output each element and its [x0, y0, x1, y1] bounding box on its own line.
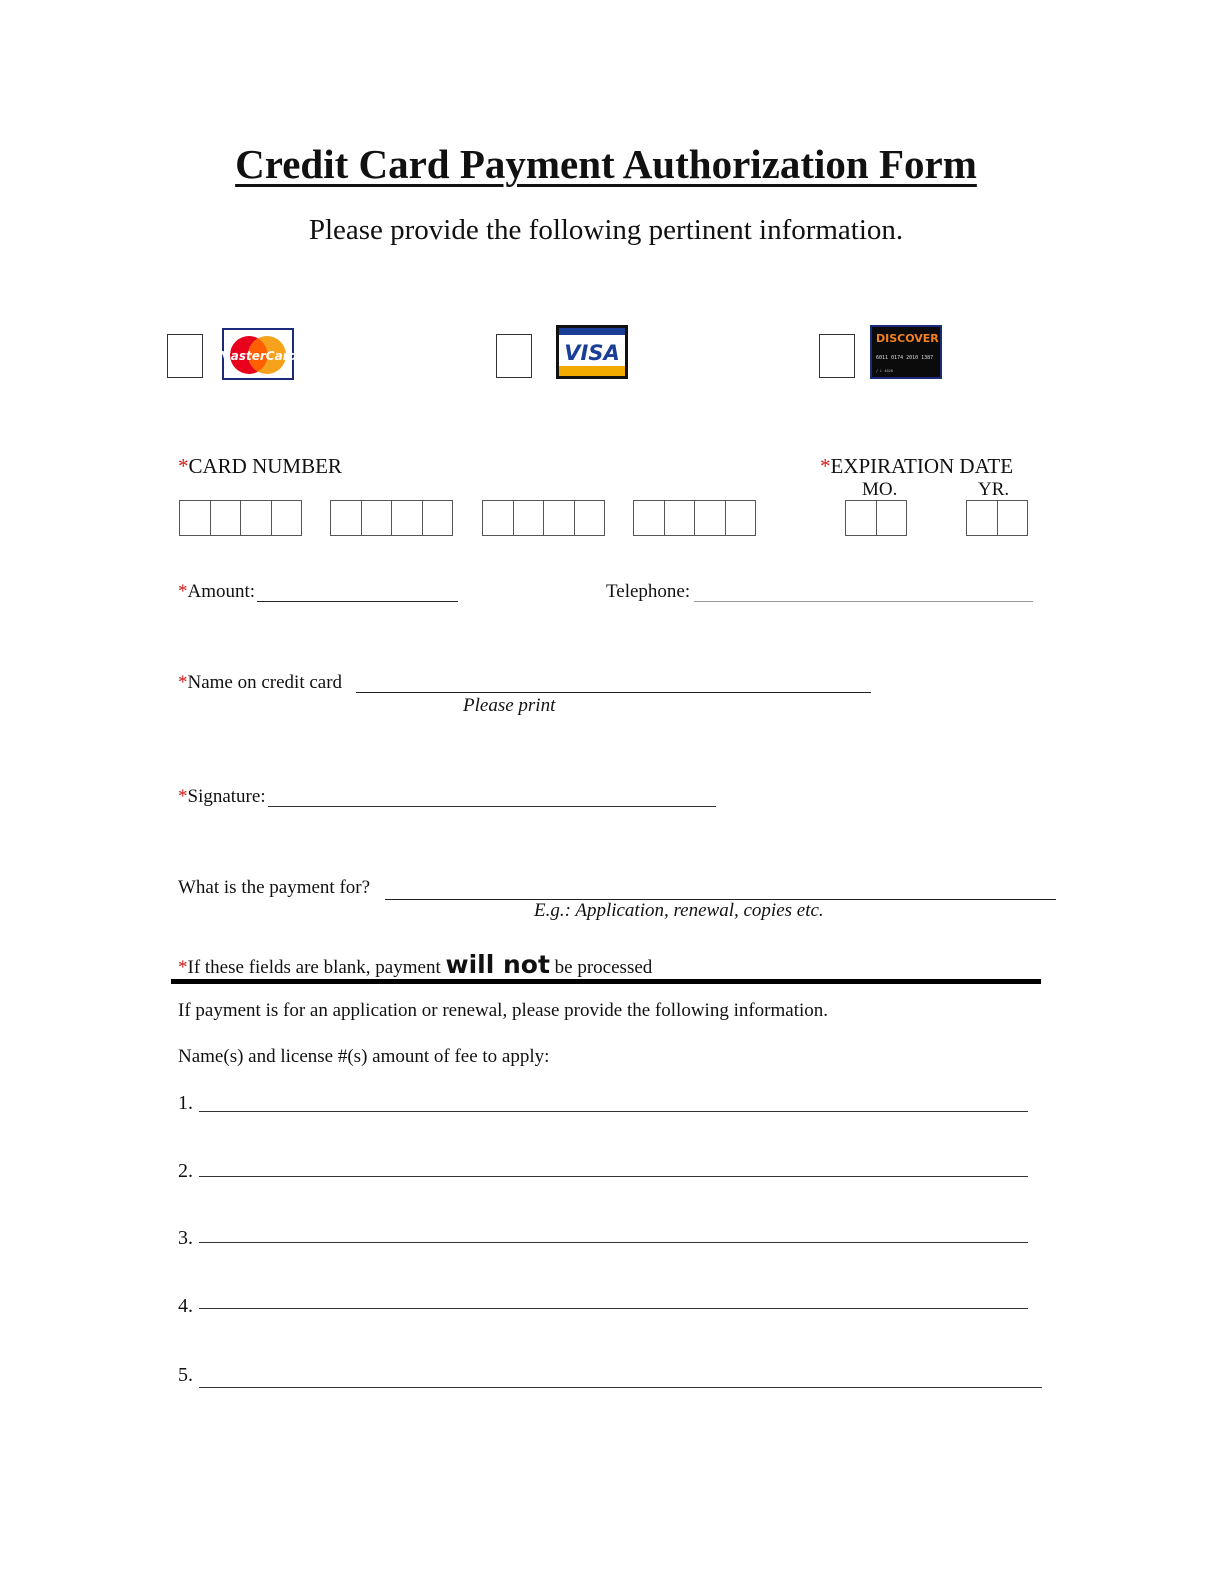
card-number-group-3[interactable] — [482, 500, 605, 536]
visa-logo-icon — [556, 325, 628, 379]
discover-card-number-text: 6011 0174 2010 1387 — [876, 355, 934, 361]
license-line-number-4: 4. — [178, 1295, 193, 1317]
signature-label — [178, 786, 266, 808]
expiration-year-label: YR. — [978, 479, 1010, 500]
section-divider — [171, 979, 1041, 984]
payment-for-label: What is the payment for? — [178, 877, 371, 898]
license-line-number-2: 2. — [178, 1160, 193, 1182]
name-on-card-label-text: Name on credit card — [187, 672, 343, 693]
license-line-5[interactable] — [199, 1387, 1042, 1388]
discover-logo-text: DISCOVER — [876, 332, 939, 345]
signature-field[interactable] — [268, 806, 716, 807]
license-line-2[interactable] — [199, 1176, 1028, 1177]
visa-logo-text: VISA — [564, 341, 620, 365]
warning-suffix: be processed — [554, 957, 653, 978]
card-number-label-text: CARD NUMBER — [188, 454, 342, 478]
amount-label-text: Amount: — [187, 581, 256, 602]
mastercard-logo-text: MasterCard — [218, 349, 298, 363]
mastercard-logo-icon — [218, 328, 298, 380]
visa-checkbox[interactable] — [496, 334, 532, 378]
telephone-label: Telephone: — [606, 581, 691, 602]
expiration-year-boxes[interactable] — [966, 500, 1028, 536]
form-title: Credit Card Payment Authorization Form — [235, 141, 977, 187]
required-mark: * — [820, 454, 831, 478]
required-mark: * — [178, 581, 188, 602]
warning-emphasis: will not — [445, 950, 550, 979]
required-mark: * — [178, 786, 188, 807]
expiration-date-label — [820, 454, 1013, 479]
name-on-card-label — [178, 672, 342, 694]
discover-checkbox[interactable] — [819, 334, 855, 378]
required-mark: * — [178, 454, 189, 478]
name-on-card-hint: Please print — [463, 695, 556, 716]
card-number-group-1[interactable] — [179, 500, 302, 536]
license-line-number-3: 3. — [178, 1227, 193, 1249]
expiration-date-label-text: EXPIRATION DATE — [830, 454, 1014, 478]
expiration-month-label: MO. — [862, 479, 898, 500]
license-label: Name(s) and license #(s) amount of fee to apply: — [178, 1046, 550, 1067]
amount-field[interactable] — [257, 601, 458, 602]
signature-label-text: Signature: — [187, 786, 266, 807]
telephone-field[interactable] — [694, 601, 1033, 602]
discover-card-small-text: / L 4020 — [876, 369, 893, 373]
warning-prefix: If these fields are blank, payment — [187, 957, 441, 978]
payment-for-hint: E.g.: Application, renewal, copies etc. — [534, 900, 824, 921]
amount-label — [178, 581, 255, 603]
blank-fields-warning — [178, 950, 652, 979]
discover-card-icon — [870, 325, 942, 379]
card-number-group-2[interactable] — [330, 500, 453, 536]
required-mark: * — [178, 672, 188, 693]
license-line-4[interactable] — [199, 1308, 1028, 1309]
license-line-3[interactable] — [199, 1242, 1028, 1243]
name-on-card-field[interactable] — [356, 692, 871, 693]
required-mark: * — [178, 957, 188, 978]
card-number-label — [178, 454, 342, 479]
license-line-number-1: 1. — [178, 1092, 193, 1114]
card-number-group-4[interactable] — [633, 500, 756, 536]
license-line-1[interactable] — [199, 1111, 1028, 1112]
application-note: If payment is for an application or renewal, please provide the following information. — [178, 1000, 829, 1021]
form-subtitle: Please provide the following pertinent information. — [308, 214, 904, 246]
expiration-month-boxes[interactable] — [845, 500, 907, 536]
mastercard-checkbox[interactable] — [167, 334, 203, 378]
license-line-number-5: 5. — [178, 1364, 193, 1386]
